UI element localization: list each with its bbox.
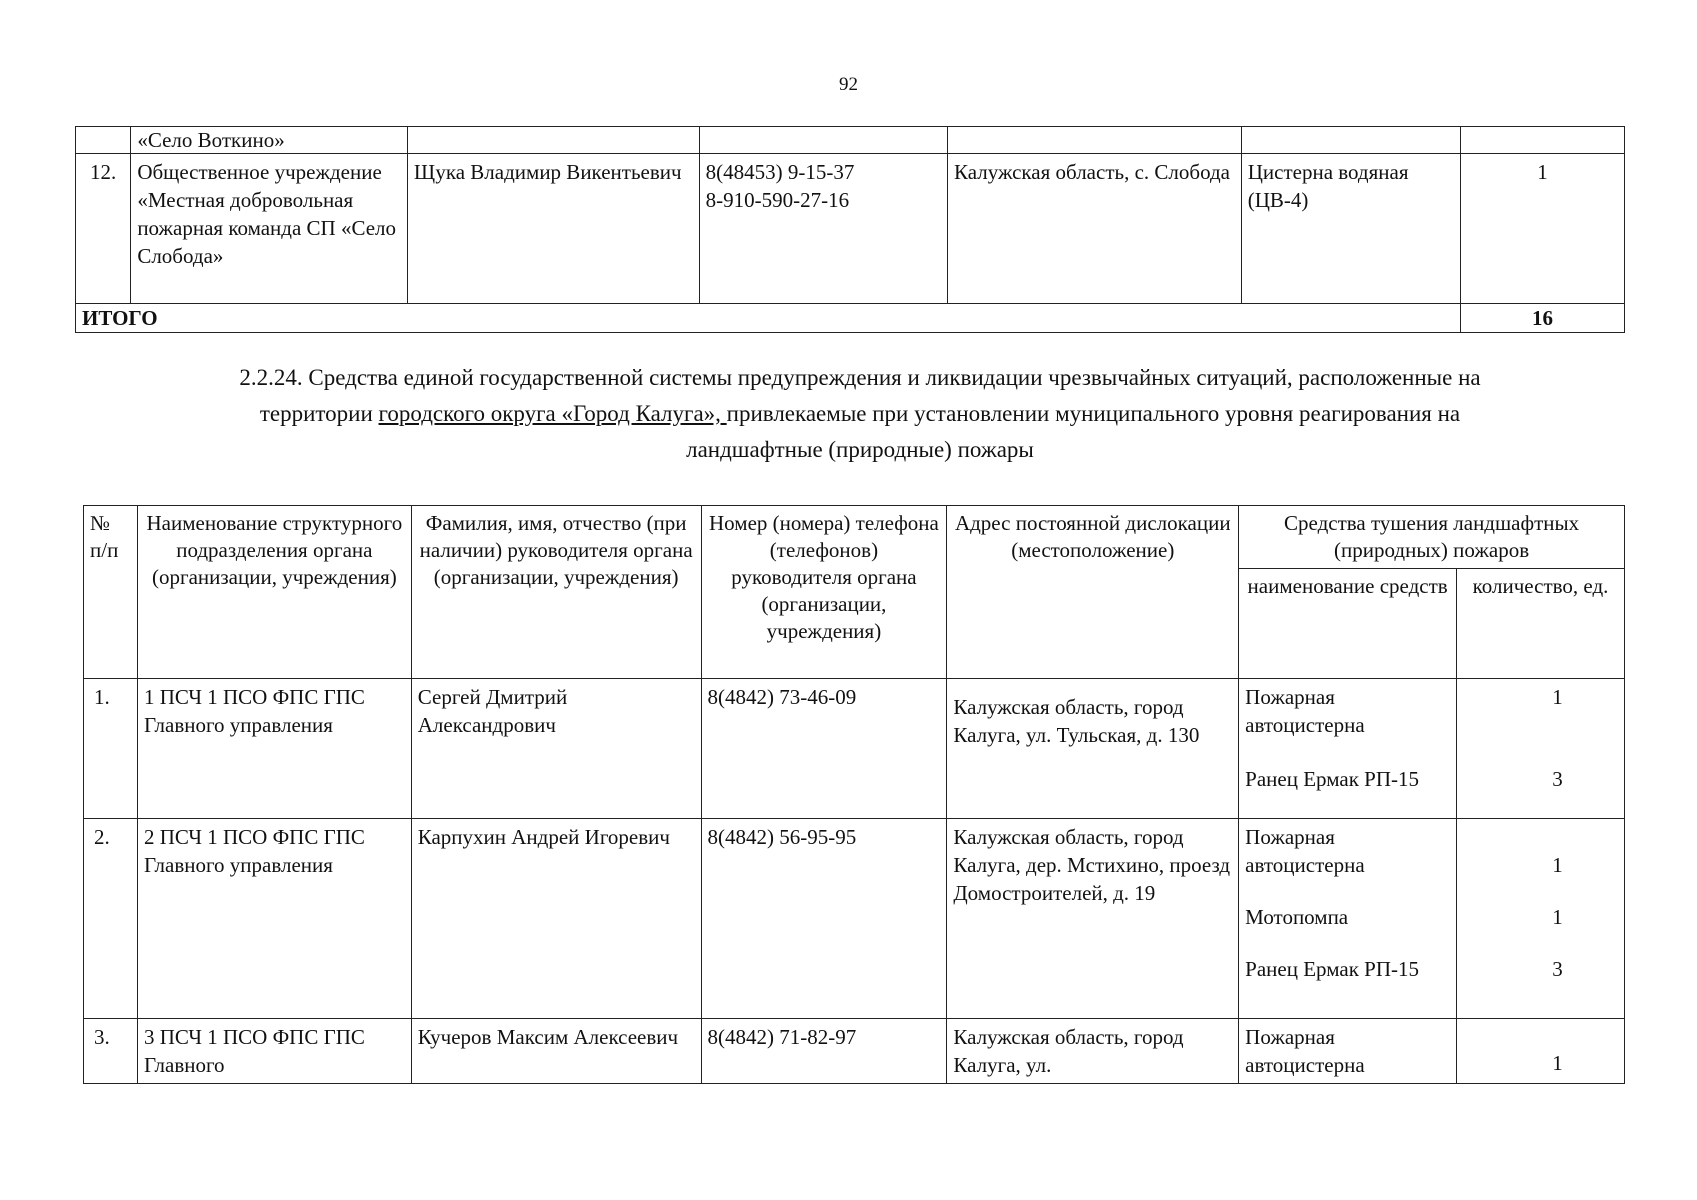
section-heading-line-2: территории городского округа «Город Калуга», привлекаемые при установлении муниципального уровня реагирования на: [259, 401, 1461, 426]
header-address: Адрес постоянной дислокации (местоположение): [947, 506, 1239, 679]
address: Калужская область, с. Слобода: [948, 154, 1242, 304]
means-item: Ранец Ермак РП-15: [1245, 957, 1419, 981]
section-heading-line-3: ландшафтные (природные) пожары: [686, 437, 1034, 462]
qty-item: 1: [1552, 905, 1563, 929]
header-org: Наименование структурного подразделения органа (организации, учреждения): [137, 506, 411, 679]
phone: 8(4842) 71-82-97: [701, 1019, 947, 1084]
page-number: 92: [839, 74, 858, 95]
header-phone: Номер (номера) телефона (телефонов) руководителя органа (организации, учреждения): [701, 506, 947, 679]
row-number: 12.: [76, 154, 131, 304]
org-name: 3 ПСЧ 1 ПСО ФПС ГПС Главного: [137, 1019, 411, 1084]
phone: 8(4842) 73-46-09: [701, 679, 947, 819]
head-name: Щука Владимир Викентьевич: [407, 154, 699, 304]
phone: 8(4842) 56-95-95: [701, 819, 947, 1019]
means-quantities: [1457, 819, 1625, 1019]
means-names: [1239, 1019, 1457, 1084]
means-names: [1239, 679, 1457, 819]
means-item: Мотопомпа: [1245, 905, 1349, 929]
resources-table: [83, 505, 1625, 1084]
qty-item: 3: [1552, 767, 1563, 791]
phone-2: 8-910-590-27-16: [705, 188, 850, 212]
total-row: [76, 304, 1625, 333]
total-value: 16: [1461, 304, 1625, 333]
address: Калужская область, город Калуга, ул. Тульская, д. 130: [947, 679, 1239, 819]
qty-item: 1: [1552, 685, 1563, 709]
qty-item: 1: [1552, 853, 1563, 877]
row-number: 1.: [84, 679, 138, 819]
continuation-text: «Село Воткино»: [131, 127, 408, 154]
total-label: ИТОГО: [76, 304, 1461, 333]
qty-item: 3: [1552, 957, 1563, 981]
org-name: 1 ПСЧ 1 ПСО ФПС ГПС Главного управления: [137, 679, 411, 819]
means-item: Пожарная автоцистерна: [1245, 685, 1365, 737]
means-item: Ранец Ермак РП-15: [1245, 767, 1419, 791]
means-item: Пожарная автоцистерна: [1245, 1025, 1365, 1077]
table-row: [84, 819, 1625, 1019]
header-num: № п/п: [84, 506, 138, 679]
continuation-table: [75, 126, 1625, 333]
means-quantities: [1457, 679, 1625, 819]
means-qty: 1: [1461, 154, 1625, 304]
phone-1: 8(48453) 9-15-37: [705, 160, 855, 184]
address: Калужская область, город Калуга, ул.: [947, 1019, 1239, 1084]
header-row: [84, 506, 1625, 569]
org-name: 2 ПСЧ 1 ПСО ФПС ГПС Главного управления: [137, 819, 411, 1019]
qty-item: 1: [1552, 1051, 1563, 1075]
header-means-group: Средства тушения ландшафтных (природных) пожаров: [1239, 506, 1625, 569]
header-means-qty: количество, ед.: [1457, 569, 1625, 679]
org-name: Общественное учреждение «Местная добровольная пожарная команда СП «Село Слобода»: [131, 154, 408, 304]
means-names: [1239, 819, 1457, 1019]
table-row: [84, 1019, 1625, 1084]
underlined-locality: городского округа «Город Калуга»,: [378, 401, 727, 426]
header-head: Фамилия, имя, отчество (при наличии) руководителя органа (организации, учреждения): [411, 506, 701, 679]
phone-cell: [699, 154, 947, 304]
section-heading-line-1: 2.2.24. Средства единой государственной системы предупреждения и ликвидации чрезвычайных ситуаций, расположенные на: [239, 365, 1481, 390]
continuation-row: [76, 127, 1625, 154]
table-row: [76, 154, 1625, 304]
row-number: 2.: [84, 819, 138, 1019]
address: Калужская область, город Калуга, дер. Мстихино, проезд Домостроителей, д. 19: [947, 819, 1239, 1019]
means-quantities: [1457, 1019, 1625, 1084]
means-item: Пожарная автоцистерна: [1245, 825, 1365, 877]
head-name: Кучеров Максим Алексеевич: [411, 1019, 701, 1084]
section-heading: [120, 360, 1600, 468]
table-row: [84, 679, 1625, 819]
row-number: 3.: [84, 1019, 138, 1084]
head-name: Карпухин Андрей Игоревич: [411, 819, 701, 1019]
header-means-name: наименование средств: [1239, 569, 1457, 679]
means-name: Цистерна водяная (ЦВ-4): [1241, 154, 1460, 304]
head-name: Сергей Дмитрий Александрович: [411, 679, 701, 819]
